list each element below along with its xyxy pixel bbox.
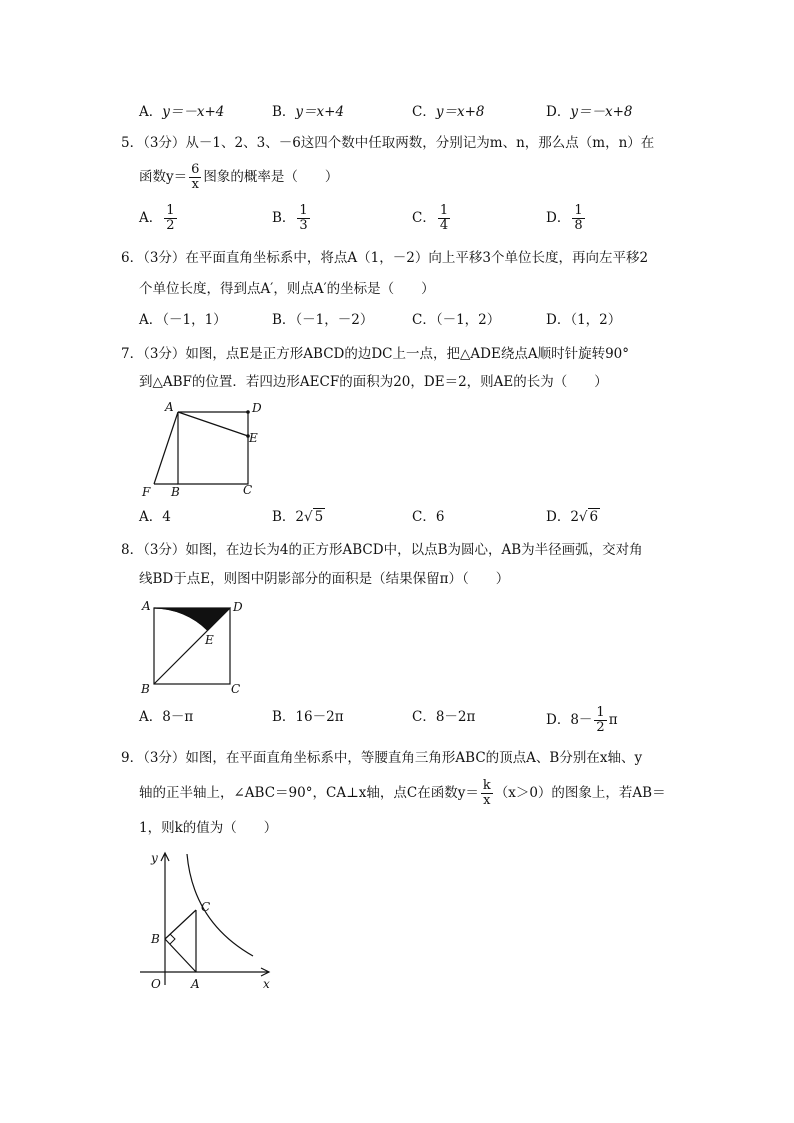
q8-label-b: B — [141, 682, 150, 696]
q7-square — [178, 412, 248, 484]
q5-stem-line1: 5．（3分）从－1、2、3、－6这四个数中任取两数，分别记为m、n，那么点（m，n）在 — [121, 135, 655, 151]
q8-option-c[interactable]: C．8－2π — [412, 709, 476, 725]
q9-fraction: $\frac{k}{x}$ — [482, 778, 491, 808]
q9-stem-line3: 1，则k的值为（ ） — [139, 820, 278, 836]
q7-stem-line2: 到△ABF的位置．若四边形AECF的面积为20，DE＝2，则AE的长为（ ） — [139, 374, 608, 390]
q5-option-d[interactable]: D． $\frac{1}{8}$ — [546, 203, 583, 233]
q4-option-c[interactable]: C．y＝x+8 — [412, 104, 485, 120]
q7-label-f: F — [142, 485, 151, 499]
q7-options — [0, 506, 794, 536]
q4-option-d[interactable]: D．y＝－x+8 — [546, 104, 633, 120]
q7-label-e: E — [249, 431, 258, 445]
q6-option-c[interactable]: C．（－1，2） — [412, 312, 501, 328]
q9-label-o: O — [151, 977, 161, 991]
q9-figure — [135, 842, 280, 992]
q8-option-a[interactable]: A．8－π — [139, 709, 194, 725]
sqrt-symbol: √ 6 — [578, 509, 599, 525]
q8-options — [0, 706, 794, 736]
q7-option-d[interactable]: D．2√ 6 — [546, 506, 600, 528]
q4-option-b[interactable]: B．y＝x+4 — [272, 104, 345, 120]
q7-option-c[interactable]: C．6 — [412, 509, 445, 525]
q6-option-b[interactable]: B．（－1，－2） — [272, 312, 374, 328]
q8-option-d[interactable]: D．8－ $\frac{1}{2}$ π — [546, 705, 618, 735]
q7-label-b: B — [171, 485, 180, 499]
q8-label-a: A — [142, 599, 151, 613]
q5-option-c[interactable]: C． $\frac{1}{4}$ — [412, 203, 449, 233]
q9-label-x: x — [263, 977, 270, 991]
sqrt-symbol: √ 5 — [304, 509, 324, 525]
q6-options — [0, 309, 794, 339]
q9-label-a: A — [191, 977, 200, 991]
q9-line-ba — [165, 939, 196, 972]
q6-stem-line2: 个单位长度，得到点A′，则点A′的坐标是（ ） — [139, 281, 435, 297]
q6-stem-line1: 6．（3分）在平面直角坐标系中，将点A（1，－2）向上平移3个单位长度，再向左平移2 — [121, 250, 649, 266]
q8-stem-line1: 8．（3分）如图，在边长为4的正方形ABCD中，以点B为圆心，AB为半径画弧，交对角 — [121, 542, 643, 558]
q7-figure — [135, 398, 270, 500]
q5-option-b[interactable]: B． $\frac{1}{3}$ — [272, 203, 308, 233]
q9-hyperbola — [187, 854, 253, 956]
q4-options — [0, 101, 794, 131]
q5-fraction: $\frac{6}{x}$ — [191, 162, 200, 192]
q9-label-c: C — [201, 900, 211, 914]
q7-option-a[interactable]: A．4 — [139, 509, 171, 525]
q7-label-a: A — [165, 400, 174, 414]
q9-stem-line2: 轴的正半轴上，∠ABC＝90°，CA⊥x轴，点C在函数y＝ $\frac{k}{x}$ （x＞0）的图象上，若AB＝ — [139, 778, 666, 808]
q7-label-c: C — [243, 483, 253, 497]
q4-option-a[interactable]: A．y＝－x+4 — [139, 104, 225, 120]
q9-line-bc — [165, 910, 196, 939]
q9-label-b: B — [151, 932, 160, 946]
q8-figure — [135, 596, 255, 698]
q8-label-e: E — [205, 633, 214, 647]
q9-stem-line1: 9．（3分）如图，在平面直角坐标系中，等腰直角三角形ABC的顶点A、B分别在x轴、y — [121, 750, 643, 766]
q8-label-d: D — [233, 600, 243, 614]
q8-label-c: C — [231, 682, 241, 696]
q7-label-d: D — [252, 401, 262, 415]
q7-stem-line1: 7．（3分）如图，点E是正方形ABCD的边DC上一点，把△ADE绕点A顺时针旋转90° — [121, 346, 629, 362]
q8-option-b[interactable]: B．16－2π — [272, 709, 344, 725]
q9-label-y: y — [151, 851, 158, 865]
q6-option-d[interactable]: D．（1，2） — [546, 312, 622, 328]
q8-stem-line2: 线BD于点E，则图中阴影部分的面积是（结果保留π）（ ） — [139, 571, 510, 587]
q6-option-a[interactable]: A．（－1，1） — [139, 312, 227, 328]
q7-option-b[interactable]: B．2√ 5 — [272, 506, 325, 528]
q8-diagonal-bd — [154, 608, 230, 684]
q5-option-a[interactable]: A． $\frac{1}{2}$ — [139, 203, 175, 233]
q5-options — [0, 204, 794, 234]
q7-line-ae — [178, 412, 248, 436]
q5-stem-line2: 函数y＝ $\frac{6}{x}$ 图象的概率是（ ） — [139, 162, 339, 192]
q7-point-d — [246, 410, 250, 414]
q9-right-angle-mark — [170, 934, 175, 944]
q7-line-af — [154, 412, 178, 484]
